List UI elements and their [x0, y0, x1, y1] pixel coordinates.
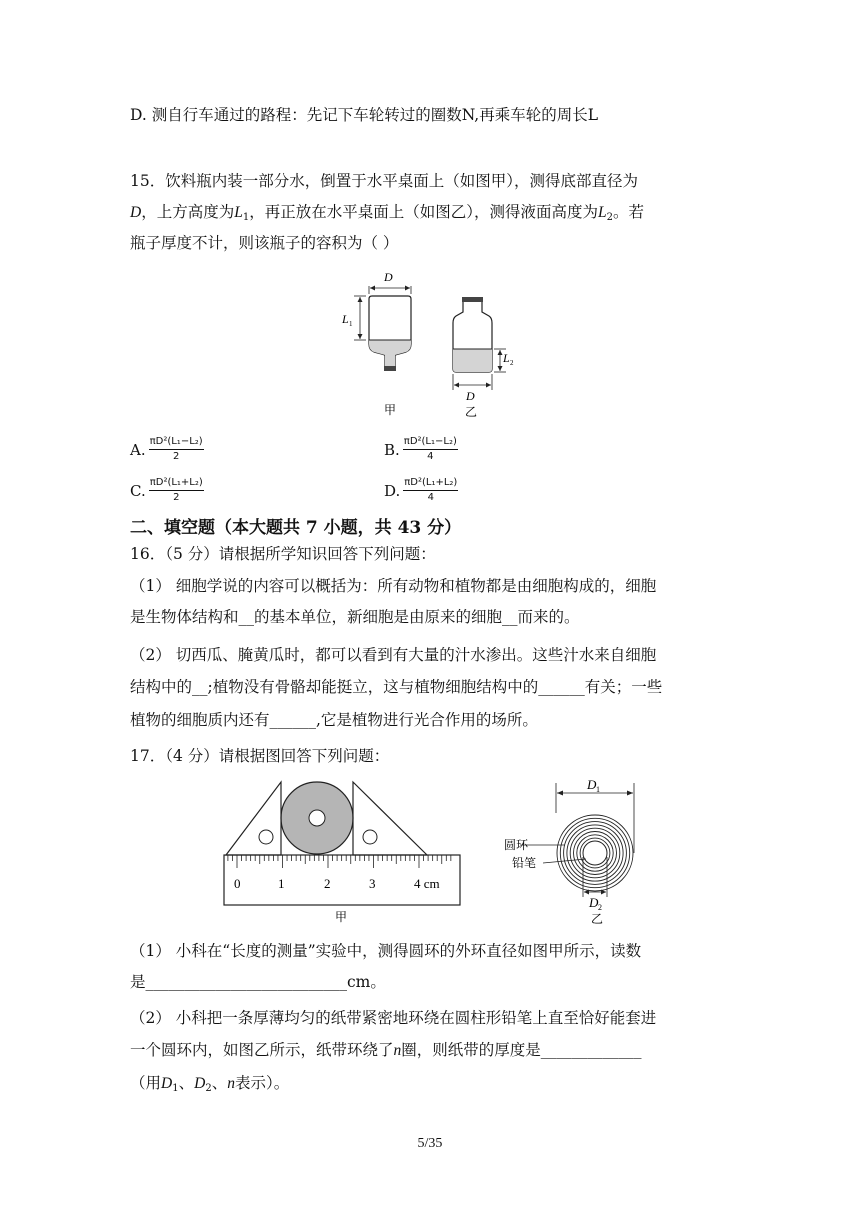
- q15-option-c: [130, 477, 204, 504]
- q15-option-a: [130, 436, 204, 463]
- q17-var-d2: D: [194, 1075, 206, 1092]
- q17-var-n: n: [227, 1075, 235, 1092]
- q15-text: ，上方高度为: [141, 203, 235, 221]
- label-l1-sub: 1: [349, 320, 353, 328]
- q17-line-1: 17．（4 分）请根据图回答下列问题：: [130, 747, 390, 765]
- label-d1: D: [587, 777, 597, 792]
- q15-line-3: 瓶子厚度不计，则该瓶子的容积为（ ）: [130, 234, 399, 252]
- option-b-numerator: πD²(L₁−L₂): [403, 436, 458, 450]
- option-d-denominator: 4: [427, 492, 434, 503]
- option-b-denominator: 4: [427, 451, 434, 462]
- q17-text: 圈，则纸带的厚度是_____________: [401, 1041, 642, 1059]
- label-d2-sub: 2: [598, 903, 602, 912]
- label-ring: 圆环: [504, 838, 529, 852]
- ruler-label-0: 0: [234, 876, 241, 891]
- label-l2: L: [503, 351, 510, 365]
- option-c-fraction: [149, 477, 204, 504]
- q16-line-4: （2） 切西瓜、腌黄瓜时，都可以看到有大量的汁水渗出。这些汁水来自细胞: [130, 646, 657, 664]
- q16-line-5: 结构中的__;植物没有骨骼却能挺立，这与植物细胞结构中的______有关；一些: [130, 678, 663, 696]
- q16-line-3: 是生物体结构和__的基本单位，新细胞是由原来的细胞__而来的。: [130, 608, 580, 626]
- label-d-top: D: [384, 270, 393, 284]
- label-d2: D: [589, 895, 599, 910]
- ruler-figure: [220, 775, 465, 927]
- option-c-label: C.: [130, 481, 146, 500]
- option-d-previous-question: D. 测自行车通过的路程：先记下车轮转过的圈数N,再乘车轮的周长L: [130, 106, 599, 124]
- label-pencil: 铅笔: [512, 856, 537, 870]
- q17-var-d1-sub: 1: [172, 1083, 179, 1094]
- option-a-fraction: [149, 436, 204, 463]
- option-b-label: B.: [384, 440, 400, 459]
- q17-text: 、: [211, 1074, 228, 1092]
- q17-text: 一个圆环内，如图乙所示，纸带环绕了: [130, 1041, 394, 1059]
- q15-var-d: D: [130, 204, 142, 221]
- q17-var-d1: D: [161, 1075, 173, 1092]
- label-l2-sub: 2: [510, 359, 514, 367]
- q15-var-l2-sub: 2: [606, 212, 613, 223]
- q17-line-6: [130, 1072, 289, 1100]
- option-d-numerator: πD²(L₁+L₂): [403, 477, 458, 491]
- q15-option-d: [384, 477, 458, 504]
- bottle-figure: [336, 266, 536, 422]
- q15-var-l2: L: [597, 204, 607, 221]
- option-a-numerator: πD²(L₁−L₂): [149, 436, 204, 450]
- q16-line-2: （1） 细胞学说的内容可以概括为：所有动物和植物都是由细胞构成的，细胞: [130, 577, 657, 595]
- q16-line-1: 16．（5 分）请根据所学知识回答下列问题：: [130, 545, 436, 563]
- q16-line-6: 植物的细胞质内还有______,它是植物进行光合作用的场所。: [130, 711, 538, 729]
- option-d-label: D.: [384, 481, 401, 500]
- q17-text: 、: [178, 1074, 195, 1092]
- left-triangle: [226, 782, 281, 855]
- q17-line-2: （1） 小科在“长度的测量”实验中，测得圆环的外环直径如图甲所示，读数: [130, 942, 642, 960]
- ring-hole: [309, 810, 325, 826]
- q15-line-2: [130, 201, 644, 229]
- ruler-label-1: 1: [278, 876, 285, 891]
- q17-line-3: 是__________________________cm。: [130, 973, 386, 991]
- q17-var-d2-sub: 2: [205, 1083, 212, 1094]
- option-d-fraction: [403, 477, 458, 504]
- pencil: [583, 841, 607, 865]
- upright-bottle: [453, 297, 506, 390]
- label-d1-sub: 1: [596, 785, 600, 794]
- ruler-label-4cm: 4 cm: [414, 876, 440, 891]
- paper-roll-figure: [500, 775, 650, 930]
- q17-line-5: [130, 1039, 642, 1062]
- q15-option-b: [384, 436, 458, 463]
- page-number: 5/35: [417, 1136, 443, 1151]
- q17-line-4: （2） 小科把一条厚薄均匀的纸带紧密地环绕在圆柱形铅笔上直至恰好能套进: [130, 1009, 657, 1027]
- q17-var-n: n: [393, 1042, 402, 1059]
- option-c-denominator: 2: [173, 492, 180, 503]
- caption-yi: 乙: [591, 912, 604, 926]
- right-triangle: [353, 782, 427, 855]
- q15-text: 。若: [612, 203, 644, 221]
- option-a-label: A.: [130, 440, 146, 459]
- q15-var-l1-sub: 1: [242, 212, 250, 223]
- option-b-fraction: [403, 436, 458, 463]
- q15-var-l1: L: [234, 204, 243, 221]
- option-c-numerator: πD²(L₁+L₂): [149, 477, 204, 491]
- option-a-denominator: 2: [172, 451, 180, 462]
- ruler-label-2: 2: [324, 876, 331, 891]
- q15-text: ，再正放在水平桌面上（如图乙），测得液面高度为: [249, 203, 598, 221]
- label-l1: L: [342, 312, 349, 326]
- q17-text: 表示）。: [234, 1074, 290, 1092]
- label-d-bottom: D: [466, 389, 475, 403]
- ruler-label-3: 3: [369, 876, 376, 891]
- section-heading: 二、填空题（本大题共 7 小题，共 43 分）: [130, 518, 462, 538]
- ruler-ticks: [228, 855, 451, 868]
- q15-line-1: 15．饮料瓶内装一部分水，倒置于水平桌面上（如图甲），测得底部直径为: [130, 172, 638, 190]
- caption-yi: 乙: [465, 405, 478, 419]
- inverted-bottle: [354, 286, 411, 372]
- q17-text: （用: [130, 1074, 162, 1092]
- caption-jia: 甲: [384, 403, 397, 417]
- caption-jia: 甲: [335, 910, 348, 924]
